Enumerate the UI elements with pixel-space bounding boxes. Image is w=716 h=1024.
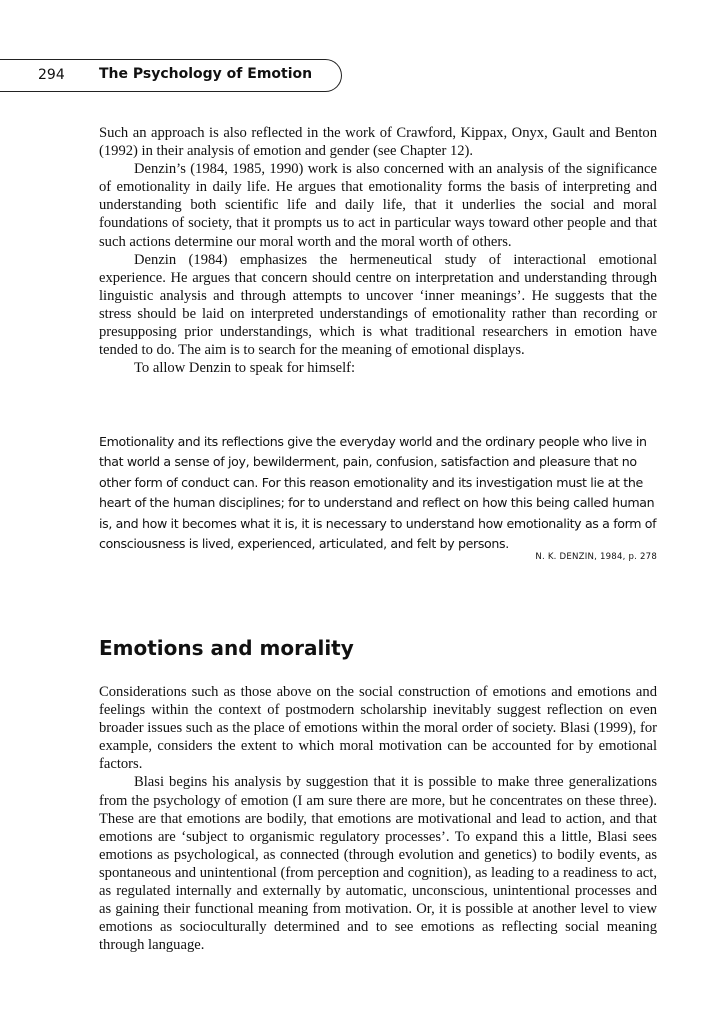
paragraph: Considerations such as those above on the social construction of emotions and emotions and feelings within the context of postmodern scholarship inevitably suggest reflection on even broader issues such as the place of emotions within the moral order of society. Blasi (1999), for example, considers the extent to which moral motivation can be accounted for by emotional factors. [99,684,657,773]
running-title: The Psychology of Emotion [99,66,313,82]
paragraph: Denzin’s (1984, 1985, 1990) work is also concerned with an analysis of the significance of emotionality in daily life. He argues that emotionality forms the basis of interpreting and understanding both scientific life and daily life, that it underlies the social and moral foundations of society, that it prompts us to act in particular ways toward other people and that such actions determine our moral worth and the moral worth of others. [99,161,657,250]
paragraph: Blasi begins his analysis by suggestion that it is possible to make three generalizations from the psychology of emotion (I am sure there are more, but he concentrates on these three). These are that emotions are bodily, that emotions are motivational and lead to action, and that emotions are ‘subject to organismic regulatory processes’. To expand this a little, Blasi sees emotions as psychological, as connected (through evolution and genetics) to bodily events, as spontaneous and unintentional (from perception and cognition), as leading to a readiness to act, as regulated internally and externally by automatic, unconscious, unintentional processes and as gaining their functional meaning from motivation. Or, it is possible at another level to view emotions as socioculturally determined and to see emotions as reflecting social meaning through language. [99,774,657,954]
section-1-body [99,124,657,377]
section-2-body [99,683,657,954]
paragraph: To allow Denzin to speak for himself: [134,360,356,377]
block-quote: Emotionality and its reflections give the everyday world and the ordinary people who live in that world a sense of joy, bewilderment, pain, confusion, satisfaction and pleasure that no other form of conduct can. For this reason emotionality and its investigation must lie at the heart of the human disciplines; for to understand and reflect on how this being called human is, and how it becomes what it is, it is necessary to understand how emotionality as a form of consciousness is lived, experienced, articulated, and felt by persons. [99,434,657,552]
section-heading: Emotions and morality [99,636,354,660]
quote-citation: N. K. DENZIN, 1984, p. 278 [535,552,657,562]
paragraph: Such an approach is also reflected in the work of Crawford, Kippax, Onyx, Gault and Benton (1992) in their analysis of emotion and gender (see Chapter 12). [99,125,657,160]
page-number: 294 [38,67,65,83]
paragraph: Denzin (1984) emphasizes the hermeneutical study of interactional emotional experience. He argues that concern should centre on interpretation and understanding through linguistic analysis and through attempts to uncover ‘inner meanings’. He suggests that the stress should be laid on interpreted understandings of emotionality rather than recording or presupposing prior understandings, which is what traditional researchers in emotion have tended to do. The aim is to search for the meaning of emotional displays. [99,251,657,359]
